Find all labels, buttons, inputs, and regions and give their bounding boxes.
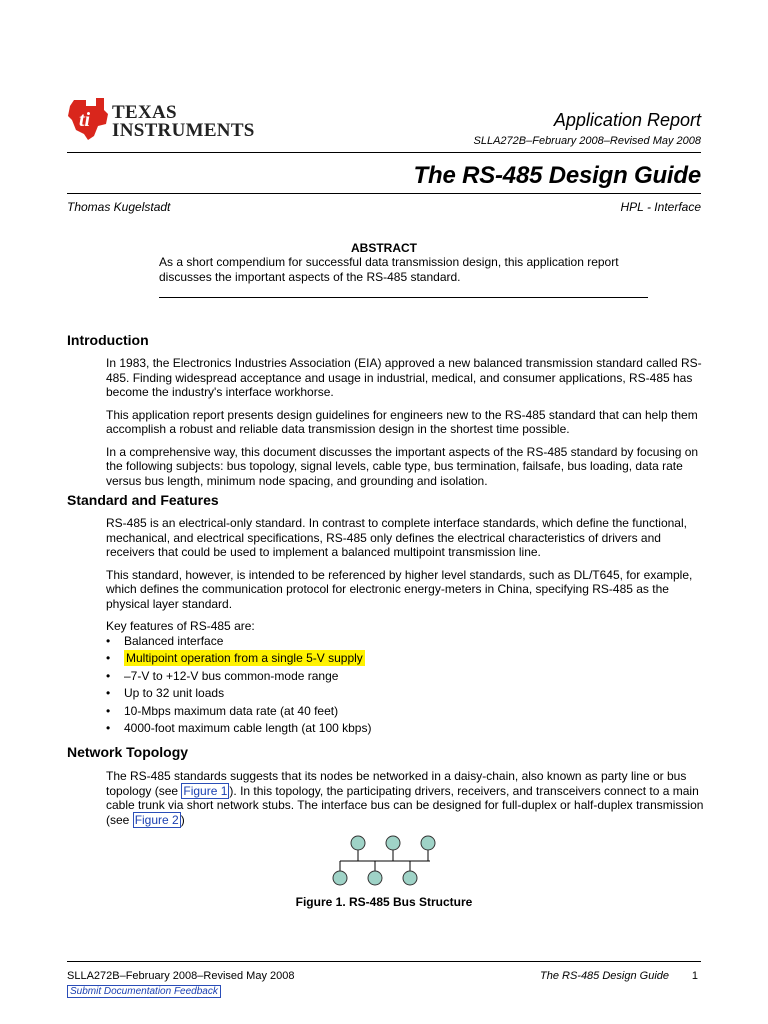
list-item	[106, 668, 706, 685]
footer-doc-id: SLLA272B–February 2008–Revised May 2008	[67, 970, 295, 982]
ti-logo	[66, 96, 266, 142]
footer-doc-title: The RS-485 Design Guide	[539, 970, 669, 982]
standard-heading: Standard and Features	[67, 492, 219, 508]
list-item	[106, 633, 706, 650]
topology-text-a: The RS-485 standards suggests that its nodes be networked in a daisy-chain, also known as party line or bus topology (see	[106, 769, 687, 798]
page-title: The RS-485 Design Guide	[413, 162, 701, 189]
introduction-paragraph-3: In a comprehensive way, this document discusses the important aspects of the RS-485 standard by focusing on the following subjects: bus topology, signal levels, cable type, bus termination, failsafe, bus loading, data rate versus bus length, minimum node spacing, and grounding and isolation.	[106, 444, 699, 488]
list-item-text: Balanced interface	[124, 634, 224, 648]
topology-text-b: ). In this topology, the participating drivers, receivers, and transceivers connect to a main cable trunk via short network stubs. The interface bus can be designed for full-duplex or half-duplex transmission (see	[106, 783, 704, 827]
abstract-body: As a short compendium for successful data transmission design, this application report discusses the important aspects of the RS-485 standard.	[159, 255, 619, 284]
key-features-list	[106, 633, 706, 737]
svg-text:ti: ti	[79, 109, 91, 131]
list-item-text: –7-V to +12-V bus common-mode range	[124, 668, 339, 683]
standard-body	[106, 516, 706, 642]
introduction-paragraph-2: This application report presents design guidelines for engineers new to the RS-485 standard that can help them accomplish a robust and reliable data transmission design in the shortest time possible.	[106, 407, 698, 436]
standard-paragraph-3: Key features of RS-485 are:	[106, 619, 255, 633]
list-item-text: 4000-foot maximum cable length (at 100 kbps)	[124, 720, 372, 735]
topology-body	[106, 769, 706, 835]
brand-name-line1: TEXAS	[112, 102, 177, 123]
list-item	[106, 720, 706, 737]
list-item	[106, 703, 706, 720]
department: HPL - Interface	[620, 200, 701, 214]
topology-paragraph	[106, 769, 706, 827]
bus-structure-diagram	[330, 835, 440, 887]
brand-name-line2: INSTRUMENTS	[112, 120, 255, 141]
bus-node	[386, 836, 400, 850]
list-item-highlighted	[106, 650, 706, 667]
topology-heading: Network Topology	[67, 744, 189, 760]
abstract-heading: ABSTRACT	[351, 241, 417, 255]
introduction-heading: Introduction	[67, 332, 149, 348]
report-type: Application Report	[553, 110, 701, 130]
list-item-text: 10-Mbps maximum data rate (at 40 feet)	[124, 703, 339, 718]
bus-node	[368, 871, 382, 885]
highlighted-text: Multipoint operation from a single 5-V supply	[126, 651, 363, 666]
header-rule	[67, 152, 701, 153]
list-item	[106, 685, 706, 702]
standard-paragraph-1: RS-485 is an electrical-only standard. In contrast to complete interface standards, which define the functional, mechanical, and electrical specifications, RS-485 only defines the electrical characteristics of drivers and receivers that could be used to implement a balanced multipoint transmission line.	[106, 516, 687, 559]
abstract-rule	[159, 297, 648, 298]
page-number: 1	[691, 970, 698, 982]
title-rule	[67, 193, 701, 194]
figure-caption: Figure 1. RS-485 Bus Structure	[295, 895, 473, 909]
bus-node	[421, 836, 435, 850]
bus-node	[333, 871, 347, 885]
topology-text-c: )	[180, 812, 185, 827]
figure-1-link[interactable]: Figure 1	[183, 783, 228, 798]
introduction-paragraph-1: In 1983, the Electronics Industries Association (EIA) approved a new balanced transmission standard called RS-485. Finding widespread acceptance and usage in industrial, medical, and consumer applications, RS-485 has become the industry's interface workhorse.	[106, 356, 702, 399]
footer-rule	[67, 961, 701, 962]
author: Thomas Kugelstadt	[67, 200, 171, 214]
figure-2-link[interactable]: Figure 2	[134, 812, 179, 827]
submit-feedback-link[interactable]: Submit Documentation Feedback	[67, 985, 221, 998]
standard-paragraph-2: This standard, however, is intended to be referenced by higher level standards, such as DL/T645, for example, which defines the communication protocol for electronic energy-meters in China, specifying RS-485 as the physical layer standard.	[106, 567, 693, 611]
bus-node	[351, 836, 365, 850]
report-id: SLLA272B–February 2008–Revised May 2008	[473, 135, 701, 147]
list-item-text: Up to 32 unit loads	[124, 686, 225, 701]
bus-node	[403, 871, 417, 885]
introduction-body	[106, 356, 706, 496]
ti-logo-icon	[66, 96, 110, 142]
